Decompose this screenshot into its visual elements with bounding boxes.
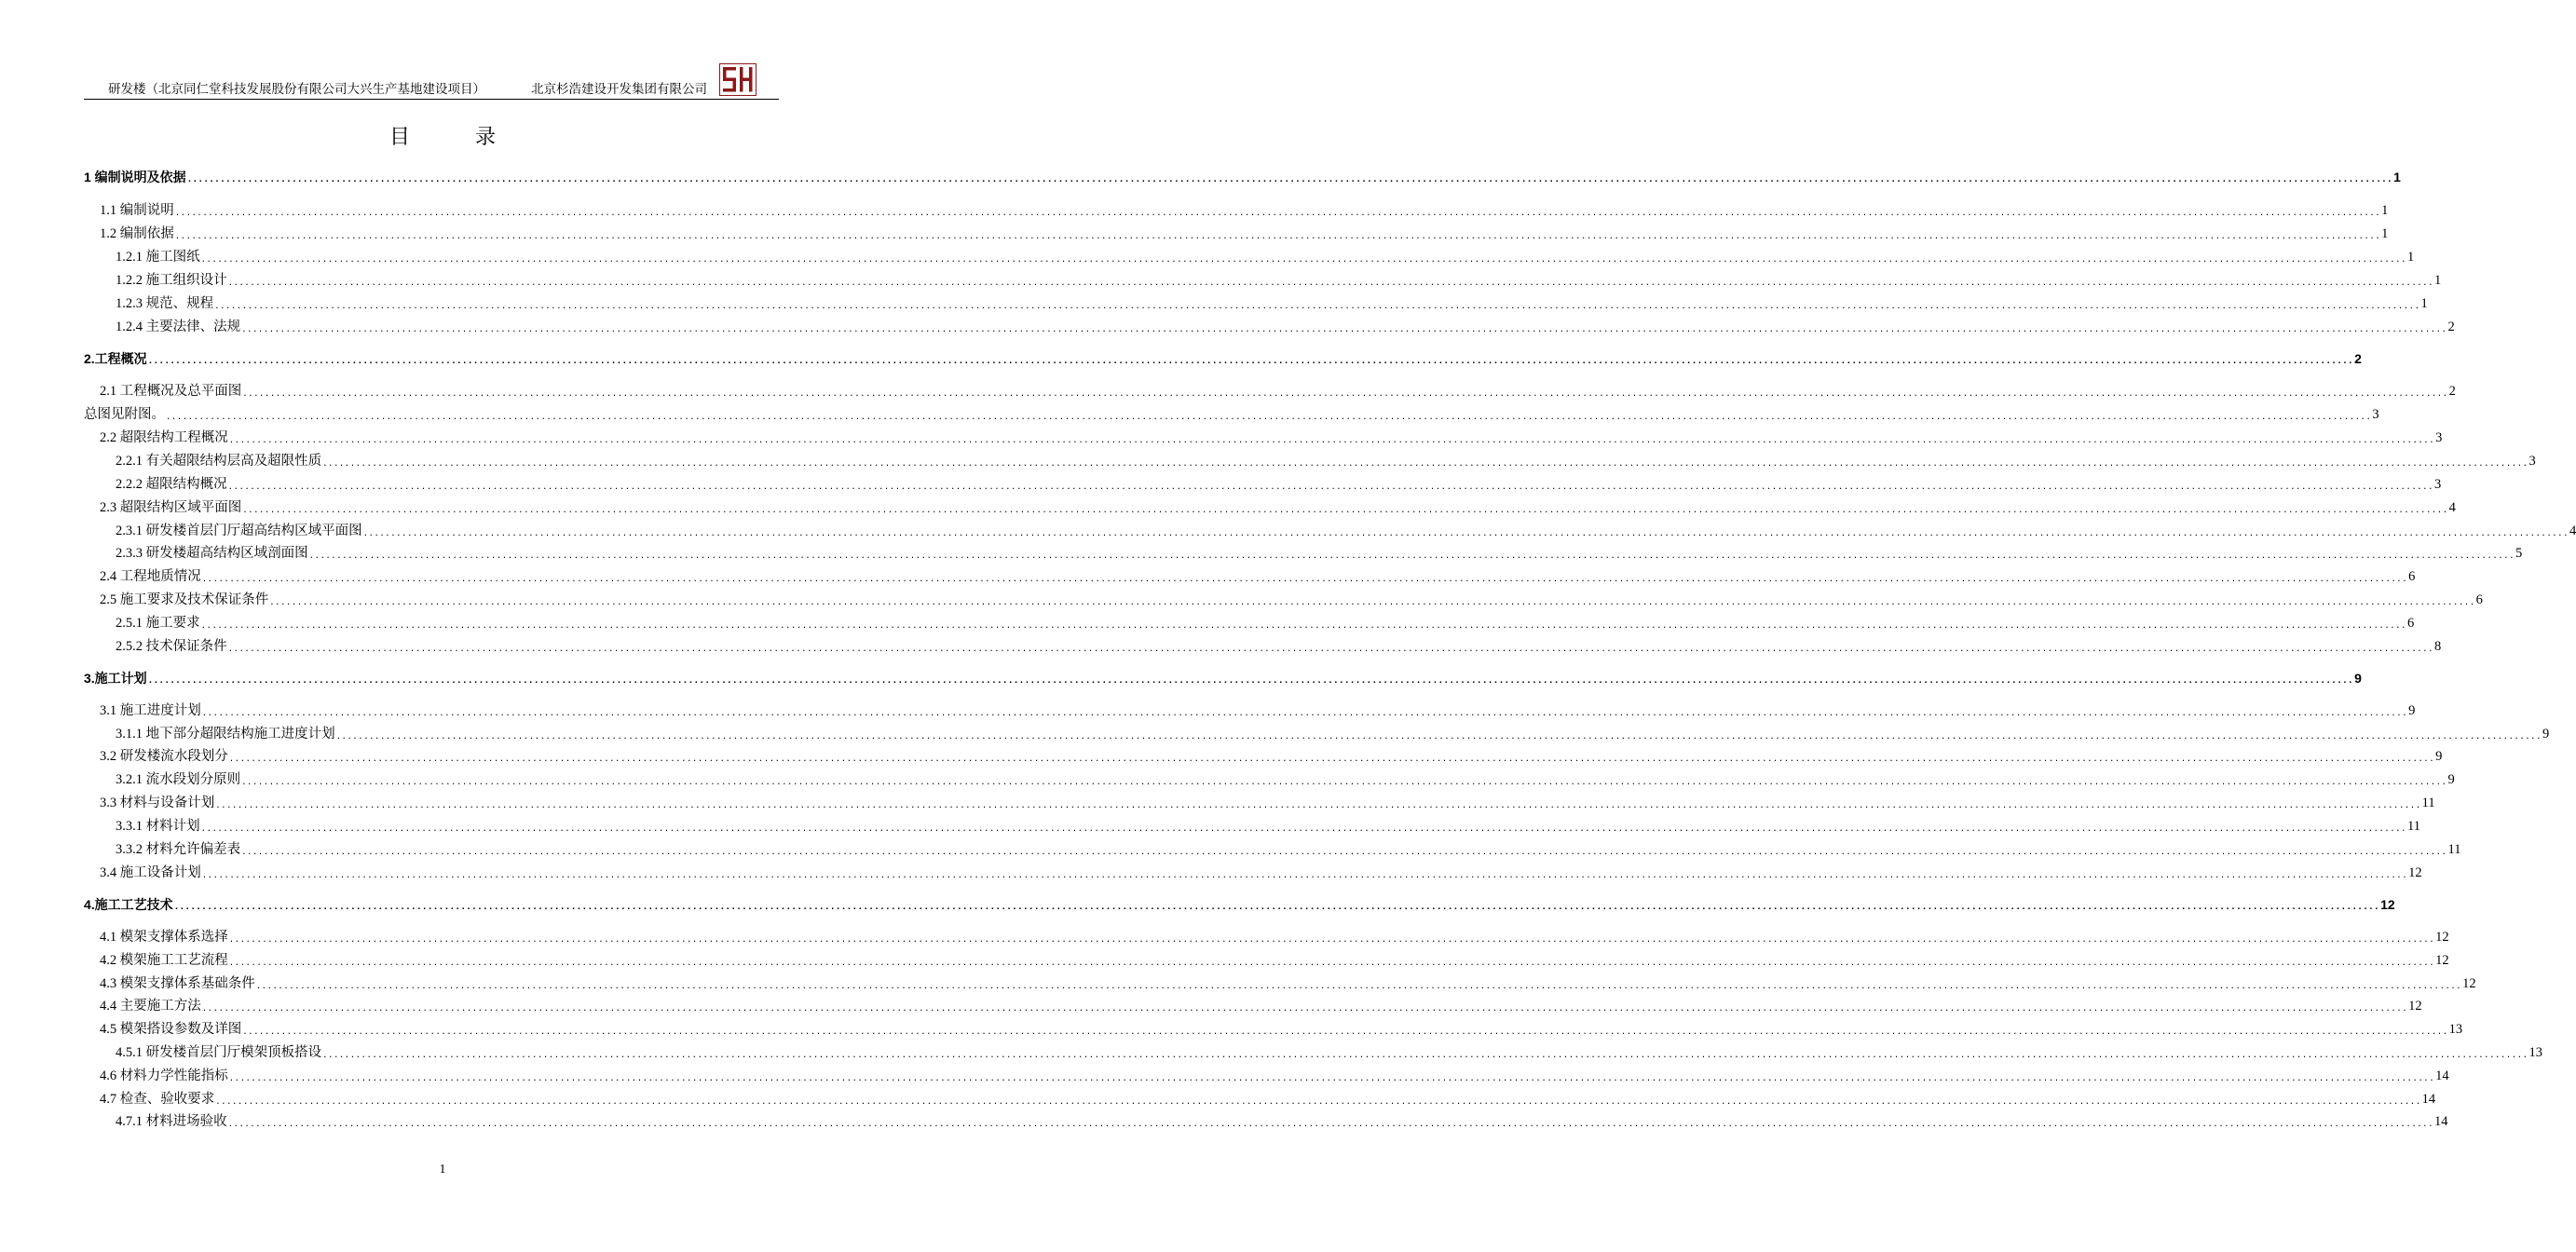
toc-entry[interactable]	[84, 318, 2455, 336]
toc-leader-dots: ................................................................................................................................................................................................................................................................................................................................................................................................................	[228, 935, 2435, 945]
toc-leader-dots: ................................................................................................................................................................................................................................................................................................................................................................................................................	[201, 871, 2408, 880]
toc-entry[interactable]	[84, 271, 2442, 290]
toc-entry-page: 12	[2462, 976, 2476, 991]
toc-entry[interactable]	[84, 225, 2389, 243]
toc-entry-page: 14	[2421, 1092, 2436, 1107]
toc-entry-page: 11	[2447, 842, 2461, 857]
toc-leader-dots: ................................................................................................................................................................................................................................................................................................................................................................................................................	[228, 959, 2435, 968]
toc-leader-dots: ................................................................................................................................................................................................................................................................................................................................................................................................................	[147, 676, 2354, 686]
toc-entry[interactable]	[84, 1043, 2543, 1062]
toc-leader-dots: ................................................................................................................................................................................................................................................................................................................................................................................................................	[147, 357, 2354, 366]
toc-entry-title: 1.2 编制依据	[100, 226, 174, 241]
toc-entry[interactable]	[84, 294, 2428, 313]
toc-entry-page: 9	[2408, 703, 2416, 718]
toc-entry-page: 6	[2475, 592, 2483, 607]
toc-entry-page: 13	[2448, 1022, 2463, 1037]
toc-entry[interactable]	[84, 452, 2536, 470]
toc-entry-page: 1	[2381, 203, 2389, 218]
toc-entry[interactable]	[84, 637, 2442, 656]
toc-leader-dots: ................................................................................................................................................................................................................................................................................................................................................................................................................	[241, 848, 2447, 857]
toc-leader-dots: ................................................................................................................................................................................................................................................................................................................................................................................................................	[227, 483, 2434, 492]
toc-entry-title: 2.5.2 技术保证条件	[116, 639, 227, 654]
header-company-name: 北京杉浩建设开发集团有限公司	[531, 82, 707, 96]
toc-entry-title: 1.2.4 主要法律、法规	[116, 320, 241, 334]
toc-entry-page: 2	[2448, 384, 2456, 399]
toc-entry-title: 3.3.2 材料允许偏差表	[116, 842, 241, 857]
toc-leader-dots: ................................................................................................................................................................................................................................................................................................................................................................................................................	[174, 209, 2381, 218]
toc-entry-title: 3.2.1 流水段划分原则	[116, 772, 241, 787]
toc-entry[interactable]	[84, 669, 2362, 687]
toc-entry[interactable]	[84, 794, 2435, 812]
toc-entry-page: 12	[2408, 865, 2422, 880]
toc-leader-dots: ................................................................................................................................................................................................................................................................................................................................................................................................................	[242, 1027, 2448, 1037]
toc-entry-page: 1	[2407, 250, 2415, 265]
toc-entry-title: 4.施工工艺技术	[84, 897, 173, 912]
toc-entry[interactable]	[84, 770, 2455, 789]
toc-entry-title: 4.7.1 材料进场验收	[116, 1114, 227, 1129]
toc-entry-title: 4.5 模架搭设参数及详图	[100, 1022, 242, 1037]
toc-entry[interactable]	[84, 1067, 2449, 1085]
toc-entry-page: 14	[2435, 1068, 2449, 1083]
toc-entry-title: 4.1 模架支撑体系选择	[100, 930, 228, 945]
toc-entry-title: 2.工程概况	[84, 351, 147, 366]
toc-entry[interactable]	[84, 747, 2443, 766]
toc-entry-page: 5	[2515, 546, 2523, 561]
toc-leader-dots: ................................................................................................................................................................................................................................................................................................................................................................................................................	[227, 279, 2434, 288]
toc-entry-page: 2	[2447, 320, 2455, 334]
toc-entry[interactable]	[84, 614, 2415, 633]
toc-entry-page: 13	[2528, 1045, 2543, 1060]
toc-entry-title: 1.1 编制说明	[100, 203, 174, 218]
toc-leader-dots: ................................................................................................................................................................................................................................................................................................................................................................................................................	[201, 1004, 2408, 1014]
toc-entry-page: 1	[2420, 296, 2428, 311]
toc-leader-dots: ................................................................................................................................................................................................................................................................................................................................................................................................................	[227, 645, 2434, 654]
toc-entry-page: 12	[2435, 953, 2449, 968]
toc-entry-page: 3	[2528, 454, 2536, 469]
toc-leader-dots: ................................................................................................................................................................................................................................................................................................................................................................................................................	[241, 325, 2447, 334]
toc-entry[interactable]	[84, 522, 2576, 540]
toc-entry-title: 2.3.1 研发楼首层门厅超高结构区域平面图	[116, 524, 362, 538]
toc-entry[interactable]	[84, 498, 2456, 517]
toc-entry[interactable]	[84, 1090, 2436, 1109]
toc-entry-title: 3.3.1 材料计划	[116, 819, 200, 834]
toc-entry-title: 2.3 超限结构区域平面图	[100, 500, 242, 515]
toc-entry-title: 2.4 工程地质情况	[100, 569, 201, 584]
toc-entry-page: 6	[2408, 569, 2416, 584]
toc-leader-dots: ................................................................................................................................................................................................................................................................................................................................................................................................................	[228, 755, 2435, 764]
toc-leader-dots: ................................................................................................................................................................................................................................................................................................................................................................................................................	[322, 459, 2528, 469]
toc-entry[interactable]	[84, 840, 2461, 859]
toc-entry-title: 2.5.1 施工要求	[116, 616, 200, 631]
toc-entry-title: 3.施工计划	[84, 671, 147, 686]
toc-entry-title: 2.5 施工要求及技术保证条件	[100, 592, 269, 607]
toc-entry-title: 1 编制说明及依据	[84, 170, 186, 184]
toc-entry-page: 9	[2435, 749, 2443, 764]
toc-entry-page: 9	[2542, 727, 2550, 742]
toc-entry-page: 3	[2372, 407, 2379, 422]
toc-entry[interactable]	[84, 201, 2389, 220]
toc-leader-dots: ................................................................................................................................................................................................................................................................................................................................................................................................................	[215, 801, 2421, 810]
toc-entry[interactable]	[84, 475, 2442, 494]
toc-leader-dots: ................................................................................................................................................................................................................................................................................................................................................................................................................	[166, 413, 2372, 422]
toc-entry-page: 1	[2381, 226, 2389, 241]
toc-leader-dots: ................................................................................................................................................................................................................................................................................................................................................................................................................	[242, 506, 2448, 515]
toc-entry-title: 3.3 材料与设备计划	[100, 796, 215, 810]
toc-entry-page: 2	[2354, 351, 2362, 366]
toc-entry-title: 2.2.2 超限结构概况	[116, 477, 227, 492]
toc-leader-dots: ................................................................................................................................................................................................................................................................................................................................................................................................................	[362, 529, 2569, 538]
toc-entry-title: 2.2.1 有关超限结构层高及超限性质	[116, 454, 322, 469]
toc-entry-page: 4	[2448, 500, 2456, 515]
toc-leader-dots: ................................................................................................................................................................................................................................................................................................................................................................................................................	[322, 1051, 2528, 1060]
toc-entry-title: 3.1 施工进度计划	[100, 703, 201, 718]
toc-entry[interactable]	[84, 974, 2476, 993]
toc-leader-dots: ................................................................................................................................................................................................................................................................................................................................................................................................................	[201, 575, 2408, 584]
toc-entry[interactable]	[84, 1020, 2463, 1039]
toc-entry[interactable]	[84, 567, 2416, 586]
toc-leader-dots: ................................................................................................................................................................................................................................................................................................................................................................................................................	[215, 1097, 2421, 1107]
company-logo-icon	[719, 63, 756, 96]
toc-entry[interactable]	[84, 405, 2379, 424]
toc-entry-page: 8	[2434, 639, 2442, 654]
page-number: 1	[439, 1163, 446, 1177]
toc-entry[interactable]	[84, 591, 2483, 609]
toc-entry[interactable]	[84, 997, 2422, 1015]
toc-entry-title: 4.3 模架支撑体系基础条件	[100, 976, 255, 991]
toc-entry[interactable]	[84, 725, 2550, 743]
toc-entry-title: 1.2.3 规范、规程	[116, 296, 214, 311]
toc-entry-page: 12	[2408, 999, 2422, 1014]
toc-entry-page: 12	[2435, 930, 2449, 945]
toc-entry-page: 11	[2407, 819, 2420, 834]
toc-entry-page: 1	[2393, 170, 2401, 184]
toc-entry-page: 3	[2434, 477, 2442, 492]
toc-leader-dots: ................................................................................................................................................................................................................................................................................................................................................................................................................	[200, 255, 2407, 265]
toc-entry-title: 2.1 工程概况及总平面图	[100, 384, 242, 399]
toc-entry-title: 4.7 检查、验收要求	[100, 1092, 215, 1107]
toc-entry-title: 4.5.1 研发楼首层门厅模架顶板搭设	[116, 1045, 322, 1060]
toc-entry[interactable]	[84, 248, 2415, 266]
toc-entry[interactable]	[84, 544, 2523, 563]
toc-entry-page: 9	[2354, 671, 2362, 686]
toc-entry[interactable]	[84, 382, 2456, 401]
toc-leader-dots: ................................................................................................................................................................................................................................................................................................................................................................................................................	[255, 982, 2462, 991]
toc-entry-title: 4.2 模架施工工艺流程	[100, 953, 228, 968]
toc-entry[interactable]	[84, 895, 2395, 914]
toc-leader-dots: ................................................................................................................................................................................................................................................................................................................................................................................................................	[200, 621, 2407, 631]
toc-entry-title: 2.3.3 研发楼超高结构区域剖面图	[116, 546, 308, 561]
toc-entry-page: 4	[2569, 524, 2576, 538]
toc-leader-dots: ................................................................................................................................................................................................................................................................................................................................................................................................................	[269, 598, 2475, 607]
toc-entry-page: 9	[2447, 772, 2455, 787]
toc-entry-page: 11	[2421, 796, 2435, 810]
toc-leader-dots: ................................................................................................................................................................................................................................................................................................................................................................................................................	[335, 732, 2542, 742]
toc-entry-page: 12	[2380, 897, 2395, 912]
toc-leader-dots: ................................................................................................................................................................................................................................................................................................................................................................................................................	[241, 778, 2447, 787]
toc-leader-dots: ................................................................................................................................................................................................................................................................................................................................................................................................................	[227, 1120, 2434, 1129]
toc-entry-title: 2.2 超限结构工程概况	[100, 430, 228, 445]
toc-entry[interactable]	[84, 1112, 2448, 1131]
toc-entry[interactable]	[84, 701, 2416, 720]
page-header	[84, 61, 779, 100]
toc-entry-title: 3.4 施工设备计划	[100, 865, 201, 880]
toc-leader-dots: ................................................................................................................................................................................................................................................................................................................................................................................................................	[242, 389, 2448, 399]
toc-entry-title: 3.2 研发楼流水段划分	[100, 749, 228, 764]
toc-entry-title: 1.2.2 施工组织设计	[116, 273, 227, 288]
toc-entry[interactable]	[84, 349, 2362, 368]
toc-leader-dots: ................................................................................................................................................................................................................................................................................................................................................................................................................	[186, 175, 2393, 184]
toc-entry[interactable]	[84, 951, 2449, 970]
toc-entry-title: 4.6 材料力学性能指标	[100, 1068, 228, 1083]
toc-leader-dots: ................................................................................................................................................................................................................................................................................................................................................................................................................	[214, 302, 2420, 311]
toc-leader-dots: ................................................................................................................................................................................................................................................................................................................................................................................................................	[308, 551, 2515, 561]
toc-entry[interactable]	[84, 864, 2422, 882]
toc-title-char-2: 录	[475, 125, 497, 148]
toc-entry[interactable]	[84, 429, 2443, 447]
toc-leader-dots: ................................................................................................................................................................................................................................................................................................................................................................................................................	[201, 709, 2408, 718]
toc-leader-dots: ................................................................................................................................................................................................................................................................................................................................................................................................................	[200, 824, 2407, 834]
header-project-title: 研发楼（北京同仁堂科技发展股份有限公司大兴生产基地建设项目）	[108, 82, 485, 96]
toc-entry-title: 3.1.1 地下部分超限结构施工进度计划	[116, 727, 335, 742]
toc-entry-title: 总图见附图。	[84, 407, 165, 422]
toc-entry-page: 1	[2434, 273, 2442, 288]
toc-entry-title: 1.2.1 施工图纸	[116, 250, 200, 265]
toc-entry[interactable]	[84, 817, 2420, 836]
toc-title-char-1: 目	[388, 125, 410, 148]
toc-title	[0, 121, 885, 150]
toc-leader-dots: ................................................................................................................................................................................................................................................................................................................................................................................................................	[228, 436, 2435, 445]
toc-leader-dots: ................................................................................................................................................................................................................................................................................................................................................................................................................	[228, 1074, 2435, 1083]
toc-entry-title: 4.4 主要施工方法	[100, 999, 201, 1014]
toc-entry-page: 14	[2434, 1114, 2448, 1129]
toc-entry[interactable]	[84, 168, 2401, 186]
toc-entry-page: 6	[2407, 616, 2415, 631]
toc-leader-dots: ................................................................................................................................................................................................................................................................................................................................................................................................................	[174, 232, 2381, 241]
toc-leader-dots: ................................................................................................................................................................................................................................................................................................................................................................................................................	[173, 903, 2380, 912]
toc-entry[interactable]	[84, 928, 2449, 946]
toc-entry-page: 3	[2435, 430, 2443, 445]
